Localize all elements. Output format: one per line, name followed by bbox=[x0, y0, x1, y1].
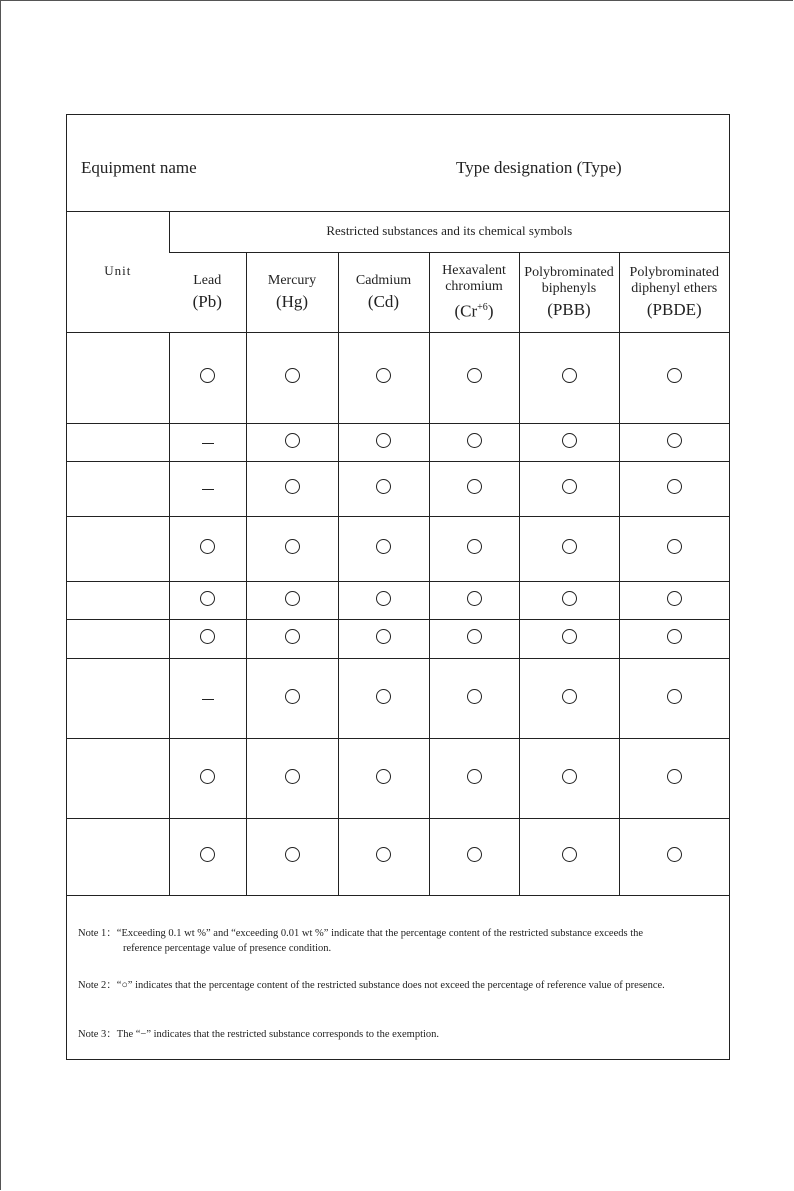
status-cell bbox=[519, 332, 619, 423]
circle-mark-icon bbox=[376, 689, 391, 704]
chemical-symbol-text: (Hg) bbox=[275, 291, 309, 311]
status-cell bbox=[519, 581, 619, 619]
substance-header bbox=[619, 252, 729, 332]
table-row bbox=[67, 738, 729, 818]
status-cell bbox=[429, 461, 519, 516]
circle-mark-icon bbox=[467, 629, 482, 644]
status-cell bbox=[619, 581, 729, 619]
circle-mark-icon bbox=[562, 591, 577, 606]
table-row bbox=[67, 619, 729, 658]
status-cell bbox=[619, 516, 729, 581]
equipment-name-label: Equipment name bbox=[81, 158, 197, 177]
status-cell bbox=[429, 516, 519, 581]
circle-mark-icon bbox=[467, 368, 482, 383]
circle-mark-icon bbox=[667, 591, 682, 606]
chemical-symbol-superscript: +6 bbox=[477, 301, 488, 313]
substance-name: Mercury bbox=[267, 272, 317, 288]
status-cell bbox=[169, 581, 246, 619]
circle-mark-icon bbox=[562, 539, 577, 554]
substance-header bbox=[246, 252, 338, 332]
notes-section bbox=[67, 895, 729, 1061]
substance-name-line2: biphenyls bbox=[541, 280, 597, 296]
chemical-symbol bbox=[247, 292, 338, 312]
circle-mark-icon bbox=[467, 479, 482, 494]
unit-cell bbox=[67, 581, 169, 619]
circle-mark-icon bbox=[376, 539, 391, 554]
circle-mark-icon bbox=[667, 769, 682, 784]
chemical-symbol-end: ) bbox=[487, 301, 494, 321]
circle-mark-icon bbox=[467, 689, 482, 704]
note-1-continued: reference percentage value of presence condition. bbox=[123, 943, 332, 954]
status-cell bbox=[246, 516, 338, 581]
circle-mark-icon bbox=[667, 539, 682, 554]
circle-mark-icon bbox=[467, 433, 482, 448]
status-cell bbox=[429, 423, 519, 461]
type-designation-label: Type designation (Type) bbox=[456, 158, 622, 177]
circle-mark-icon bbox=[200, 591, 215, 606]
substance-name: Hexavalent bbox=[442, 262, 506, 278]
circle-mark-icon bbox=[200, 769, 215, 784]
status-cell bbox=[429, 818, 519, 895]
status-cell bbox=[246, 332, 338, 423]
unit-cell bbox=[67, 516, 169, 581]
circle-mark-icon bbox=[285, 591, 300, 606]
circle-mark-icon bbox=[285, 847, 300, 862]
circle-mark-icon bbox=[376, 591, 391, 606]
circle-mark-icon bbox=[562, 847, 577, 862]
status-cell bbox=[169, 423, 246, 461]
status-cell bbox=[519, 619, 619, 658]
circle-mark-icon bbox=[376, 847, 391, 862]
circle-mark-icon bbox=[285, 479, 300, 494]
status-cell bbox=[338, 581, 429, 619]
substance-table bbox=[67, 211, 729, 895]
substance-header bbox=[169, 252, 246, 332]
circle-mark-icon bbox=[667, 847, 682, 862]
note-2: Note 2：“○” indicates that the percentage content of the restricted substance does not exceed the percentage of reference value of presence. bbox=[78, 980, 665, 991]
status-cell bbox=[619, 461, 729, 516]
circle-mark-icon bbox=[467, 847, 482, 862]
status-cell bbox=[519, 461, 619, 516]
table-row bbox=[67, 423, 729, 461]
status-cell bbox=[338, 658, 429, 738]
restricted-substances-header: Restricted substances and its chemical symbols bbox=[169, 211, 729, 252]
status-cell bbox=[619, 423, 729, 461]
circle-mark-icon bbox=[285, 433, 300, 448]
status-cell bbox=[169, 818, 246, 895]
status-cell bbox=[169, 619, 246, 658]
circle-mark-icon bbox=[285, 368, 300, 383]
status-cell bbox=[619, 738, 729, 818]
table-row bbox=[67, 818, 729, 895]
circle-mark-icon bbox=[562, 769, 577, 784]
substance-name-line2: diphenyl ethers bbox=[631, 280, 718, 296]
status-cell bbox=[519, 423, 619, 461]
chemical-symbol bbox=[620, 300, 730, 320]
note-1: Note 1：“Exceeding 0.1 wt %” and “exceeding 0.01 wt %” indicate that the percentage content of the restricted substance exceeds the bbox=[78, 928, 644, 939]
chemical-symbol-text: (Cr bbox=[454, 301, 478, 321]
circle-mark-icon bbox=[200, 368, 215, 383]
unit-cell bbox=[67, 423, 169, 461]
substance-header bbox=[519, 252, 619, 332]
status-cell bbox=[246, 581, 338, 619]
dash-mark-icon bbox=[202, 699, 214, 700]
circle-mark-icon bbox=[667, 629, 682, 644]
substance-name: Lead bbox=[193, 272, 222, 288]
circle-mark-icon bbox=[562, 479, 577, 494]
status-cell bbox=[519, 738, 619, 818]
circle-mark-icon bbox=[467, 769, 482, 784]
header-row bbox=[67, 115, 729, 212]
circle-mark-icon bbox=[376, 629, 391, 644]
status-cell bbox=[429, 738, 519, 818]
status-cell bbox=[338, 516, 429, 581]
status-cell bbox=[338, 619, 429, 658]
circle-mark-icon bbox=[562, 689, 577, 704]
status-cell bbox=[619, 619, 729, 658]
status-cell bbox=[619, 818, 729, 895]
status-cell bbox=[169, 516, 246, 581]
note-3: Note 3：The “−” indicates that the restricted substance corresponds to the exemption. bbox=[78, 1029, 440, 1040]
substance-header bbox=[338, 252, 429, 332]
circle-mark-icon bbox=[285, 769, 300, 784]
status-cell bbox=[246, 619, 338, 658]
chemical-symbol bbox=[169, 292, 246, 312]
circle-mark-icon bbox=[562, 368, 577, 383]
circle-mark-icon bbox=[200, 629, 215, 644]
status-cell bbox=[169, 332, 246, 423]
circle-mark-icon bbox=[376, 368, 391, 383]
circle-mark-icon bbox=[376, 479, 391, 494]
table-row bbox=[67, 581, 729, 619]
unit-cell bbox=[67, 619, 169, 658]
circle-mark-icon bbox=[467, 591, 482, 606]
status-cell bbox=[246, 818, 338, 895]
substance-name: Polybrominated bbox=[524, 264, 614, 280]
status-cell bbox=[429, 581, 519, 619]
status-cell bbox=[429, 658, 519, 738]
unit-cell bbox=[67, 658, 169, 738]
status-cell bbox=[169, 738, 246, 818]
unit-cell bbox=[67, 461, 169, 516]
status-cell bbox=[429, 332, 519, 423]
circle-mark-icon bbox=[200, 539, 215, 554]
table-row bbox=[67, 332, 729, 423]
table-row bbox=[67, 461, 729, 516]
substance-name: Cadmium bbox=[355, 272, 412, 288]
unit-cell bbox=[67, 332, 169, 423]
circle-mark-icon bbox=[667, 433, 682, 448]
circle-mark-icon bbox=[562, 629, 577, 644]
substance-header bbox=[429, 252, 519, 332]
status-cell bbox=[246, 738, 338, 818]
chemical-symbol-text: (PBB) bbox=[547, 299, 591, 319]
status-cell bbox=[169, 461, 246, 516]
status-cell bbox=[169, 658, 246, 738]
status-cell bbox=[246, 423, 338, 461]
status-cell bbox=[429, 619, 519, 658]
circle-mark-icon bbox=[200, 847, 215, 862]
status-cell bbox=[619, 332, 729, 423]
table-row bbox=[67, 658, 729, 738]
unit-header: Unit bbox=[104, 263, 132, 279]
dash-mark-icon bbox=[202, 489, 214, 490]
circle-mark-icon bbox=[285, 689, 300, 704]
circle-mark-icon bbox=[285, 539, 300, 554]
table-row bbox=[67, 516, 729, 581]
status-cell bbox=[519, 516, 619, 581]
circle-mark-icon bbox=[376, 769, 391, 784]
circle-mark-icon bbox=[562, 433, 577, 448]
status-cell bbox=[338, 332, 429, 423]
status-cell bbox=[338, 818, 429, 895]
status-cell bbox=[519, 818, 619, 895]
circle-mark-icon bbox=[285, 629, 300, 644]
chemical-symbol bbox=[520, 300, 619, 320]
status-cell bbox=[338, 738, 429, 818]
chemical-symbol bbox=[339, 292, 429, 312]
chemical-symbol-text: (PBDE) bbox=[646, 299, 702, 319]
circle-mark-icon bbox=[667, 479, 682, 494]
dash-mark-icon bbox=[202, 443, 214, 444]
status-cell bbox=[246, 658, 338, 738]
substance-name: Polybrominated bbox=[629, 264, 719, 280]
circle-mark-icon bbox=[376, 433, 391, 448]
circle-mark-icon bbox=[467, 539, 482, 554]
unit-cell bbox=[67, 818, 169, 895]
circle-mark-icon bbox=[667, 368, 682, 383]
status-cell bbox=[519, 658, 619, 738]
status-cell bbox=[338, 423, 429, 461]
unit-cell bbox=[67, 738, 169, 818]
status-cell bbox=[246, 461, 338, 516]
circle-mark-icon bbox=[667, 689, 682, 704]
substance-name-line2: chromium bbox=[445, 278, 503, 294]
chemical-symbol bbox=[430, 298, 519, 322]
chemical-symbol-text: (Pb) bbox=[192, 291, 222, 311]
status-cell bbox=[619, 658, 729, 738]
rohs-declaration-frame bbox=[66, 114, 730, 1060]
status-cell bbox=[338, 461, 429, 516]
chemical-symbol-text: (Cd) bbox=[367, 291, 400, 311]
